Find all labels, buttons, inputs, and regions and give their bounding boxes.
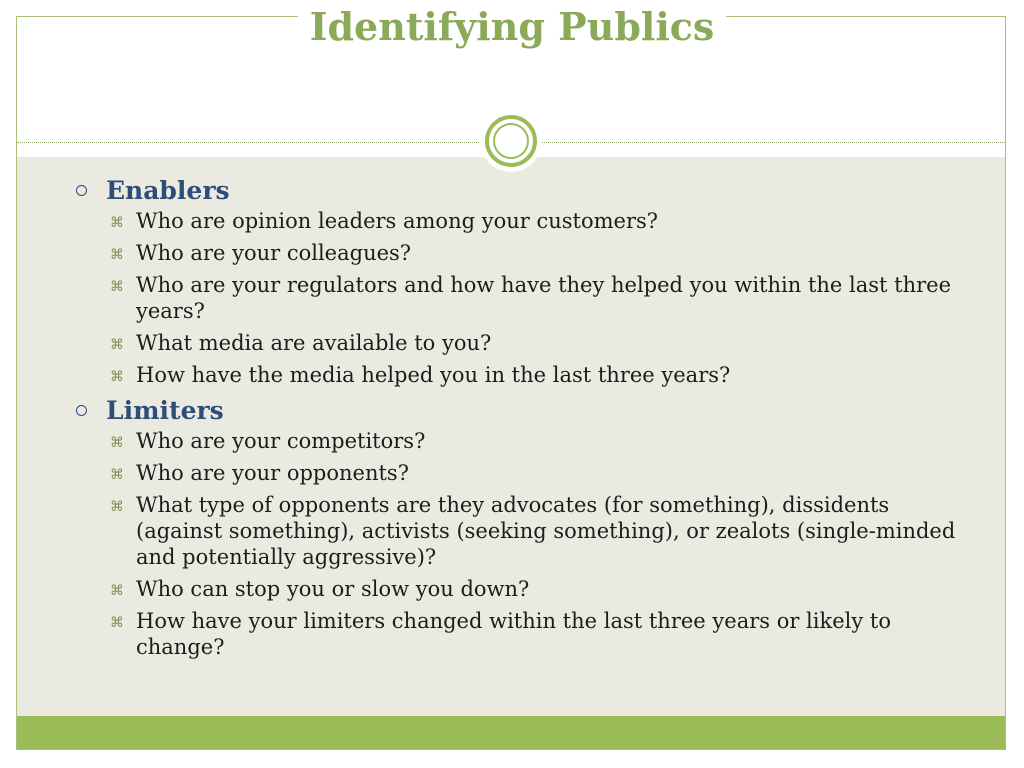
list-item <box>110 576 970 602</box>
slide-title: Identifying Publics <box>309 4 715 49</box>
list-item <box>110 428 970 454</box>
list-item-text: What media are available to you? <box>136 331 492 355</box>
x-bullet-icon: ⌘ <box>110 615 124 631</box>
x-bullet-icon: ⌘ <box>110 369 124 385</box>
x-bullet-icon: ⌘ <box>110 247 124 263</box>
list-item-text: Who are your regulators and how have they helped you within the last three years? <box>136 273 951 323</box>
list-item <box>110 608 970 660</box>
list-item <box>110 240 970 266</box>
list-item <box>110 208 970 234</box>
limiters-list <box>70 428 970 660</box>
list-item <box>110 272 970 324</box>
section-heading-label: Limiters <box>106 396 224 425</box>
list-item-text: How have the media helped you in the last three years? <box>136 363 731 387</box>
list-item-text: Who are your opponents? <box>136 461 409 485</box>
circle-bullet-icon <box>76 405 87 416</box>
x-bullet-icon: ⌘ <box>110 435 124 451</box>
list-item <box>110 460 970 486</box>
x-bullet-icon: ⌘ <box>110 337 124 353</box>
list-item-text: Who can stop you or slow you down? <box>136 577 530 601</box>
x-bullet-icon: ⌘ <box>110 499 124 515</box>
section-heading-label: Enablers <box>106 176 230 205</box>
slide-body <box>70 172 970 666</box>
list-item-text: What type of opponents are they advocates (for something), dissidents (against something), activists (seeking something), or zealots (single-minded and potentially aggressive)? <box>136 493 956 569</box>
x-bullet-icon: ⌘ <box>110 467 124 483</box>
list-item-text: Who are your competitors? <box>136 429 426 453</box>
list-item <box>110 330 970 356</box>
footer-bar <box>17 716 1005 749</box>
list-item-text: Who are opinion leaders among your customers? <box>136 209 659 233</box>
x-bullet-icon: ⌘ <box>110 583 124 599</box>
x-bullet-icon: ⌘ <box>110 279 124 295</box>
section-heading-enablers <box>70 174 970 208</box>
list-item-text: How have your limiters changed within the last three years or likely to change? <box>136 609 891 659</box>
list-item-text: Who are your colleagues? <box>136 241 412 265</box>
list-item <box>110 362 970 388</box>
x-bullet-icon: ⌘ <box>110 215 124 231</box>
circle-bullet-icon <box>76 185 87 196</box>
ornament-inner-ring <box>493 123 529 159</box>
list-item <box>110 492 970 570</box>
enablers-list <box>70 208 970 388</box>
section-heading-limiters <box>70 394 970 428</box>
